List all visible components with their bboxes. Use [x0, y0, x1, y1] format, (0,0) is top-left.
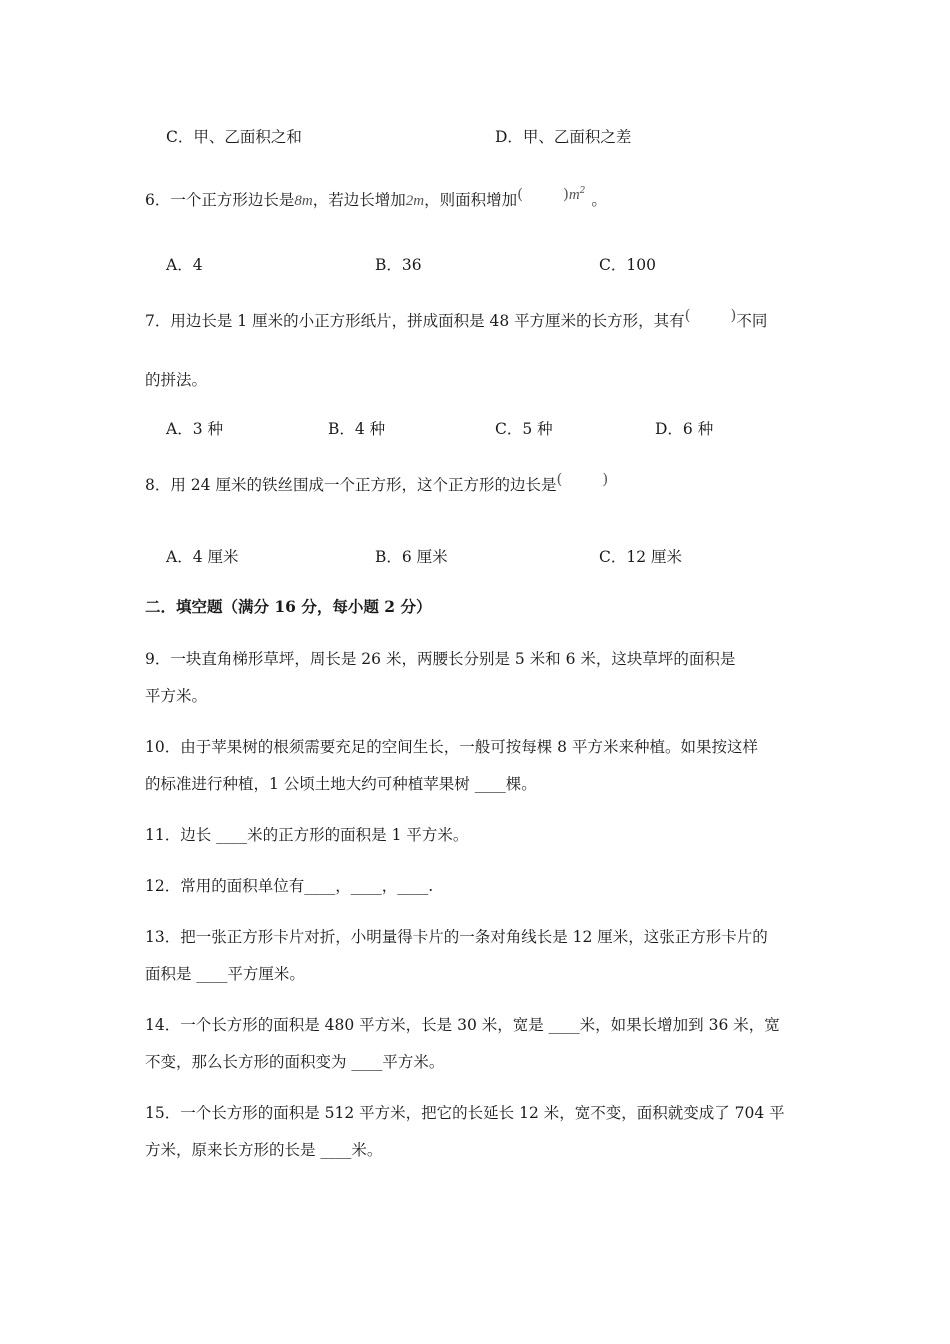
- q8-option-a[interactable]: A．4 厘米: [166, 548, 239, 566]
- q7-option-c[interactable]: C．5 种: [495, 420, 553, 438]
- q8-paren-open: (: [556, 470, 563, 488]
- section-2-title: 二．填空题（满分 16 分，每小题 2 分）: [145, 597, 432, 616]
- q7-option-a[interactable]: A．3 种: [166, 420, 223, 438]
- q6-unit-base: m: [568, 187, 580, 204]
- q15-line1: 15．一个长方形的面积是 512 平方米，把它的长延长 12 米，宽不变，面积就变成了 704 平: [145, 1104, 785, 1122]
- q7-paren-open: (: [684, 306, 691, 324]
- q11-line1: 11．边长 ____米的正方形的面积是 1 平方米。: [145, 826, 469, 844]
- q13-line2: 面积是 ____平方厘米。: [145, 965, 305, 983]
- q6-side-length: 8m: [294, 193, 313, 210]
- q6-option-b[interactable]: B．36: [375, 256, 422, 274]
- q7-paren-close: ): [730, 306, 737, 324]
- q14-line1: 14．一个长方形的面积是 480 平方米，长是 30 米，宽是 ____米，如果长增加到 36 米，宽: [145, 1016, 780, 1034]
- q6-end: 。: [591, 191, 607, 210]
- q10-line2: 的标准进行种植，1 公顷土地大约可种植苹果树 ____棵。: [145, 775, 537, 793]
- q8-option-b[interactable]: B．6 厘米: [375, 548, 448, 566]
- q6-increase: 2m: [405, 193, 425, 210]
- q9-line1: 9．一块直角梯形草坪，周长是 26 米，两腰长分别是 5 米和 6 米，这块草坪的面积是: [145, 650, 736, 668]
- q15-line2: 方米，原来长方形的长是 ____米。: [145, 1141, 383, 1159]
- q6-paren-open: (: [517, 185, 523, 204]
- q5-option-c[interactable]: C．甲、乙面积之和: [166, 128, 302, 146]
- q7-stem-line2: 的拼法。: [145, 371, 208, 389]
- q6-prefix: 6．一个正方形边长是: [145, 191, 295, 210]
- q8-stem: [145, 470, 609, 496]
- q14-line2: 不变，那么长方形的面积变为 ____平方米。: [145, 1053, 445, 1071]
- q6-option-c[interactable]: C．100: [599, 256, 656, 274]
- q8-option-c[interactable]: C．12 厘米: [599, 548, 683, 566]
- q7-text: 7．用边长是 1 厘米的小正方形纸片，拼成面积是 48 平方厘米的长方形，其有: [145, 312, 685, 330]
- q7-line1-end: 不同: [736, 312, 768, 330]
- q6-mid: ，若边长增加: [312, 191, 406, 210]
- q12-line1: 12．常用的面积单位有____，____，____.: [145, 877, 434, 895]
- q13-line1: 13．把一张正方形卡片对折，小明量得卡片的一条对角线长是 12 厘米，这张正方形卡片的: [145, 928, 768, 946]
- q6-stem: [145, 186, 607, 212]
- q10-line1: 10．由于苹果树的根须需要充足的空间生长，一般可按每棵 8 平方米来种植。如果按这样: [145, 738, 758, 756]
- q6-option-a[interactable]: A．4: [166, 256, 203, 274]
- q9-line2: 平方米。: [145, 687, 208, 705]
- q6-paren-close: ): [562, 185, 569, 204]
- q7-option-b[interactable]: B．4 种: [328, 420, 386, 438]
- q7-option-d[interactable]: D．6 种: [655, 420, 714, 438]
- q6-unit-exp: 2: [579, 186, 586, 196]
- q8-text: 8．用 24 厘米的铁丝围成一个正方形，这个正方形的边长是: [145, 476, 557, 494]
- q7-stem-line1: [145, 306, 768, 332]
- q6-suffix: ，则面积增加: [424, 191, 518, 210]
- q8-paren-close: ): [602, 470, 609, 488]
- q5-option-d[interactable]: D．甲、乙面积之差: [495, 128, 632, 146]
